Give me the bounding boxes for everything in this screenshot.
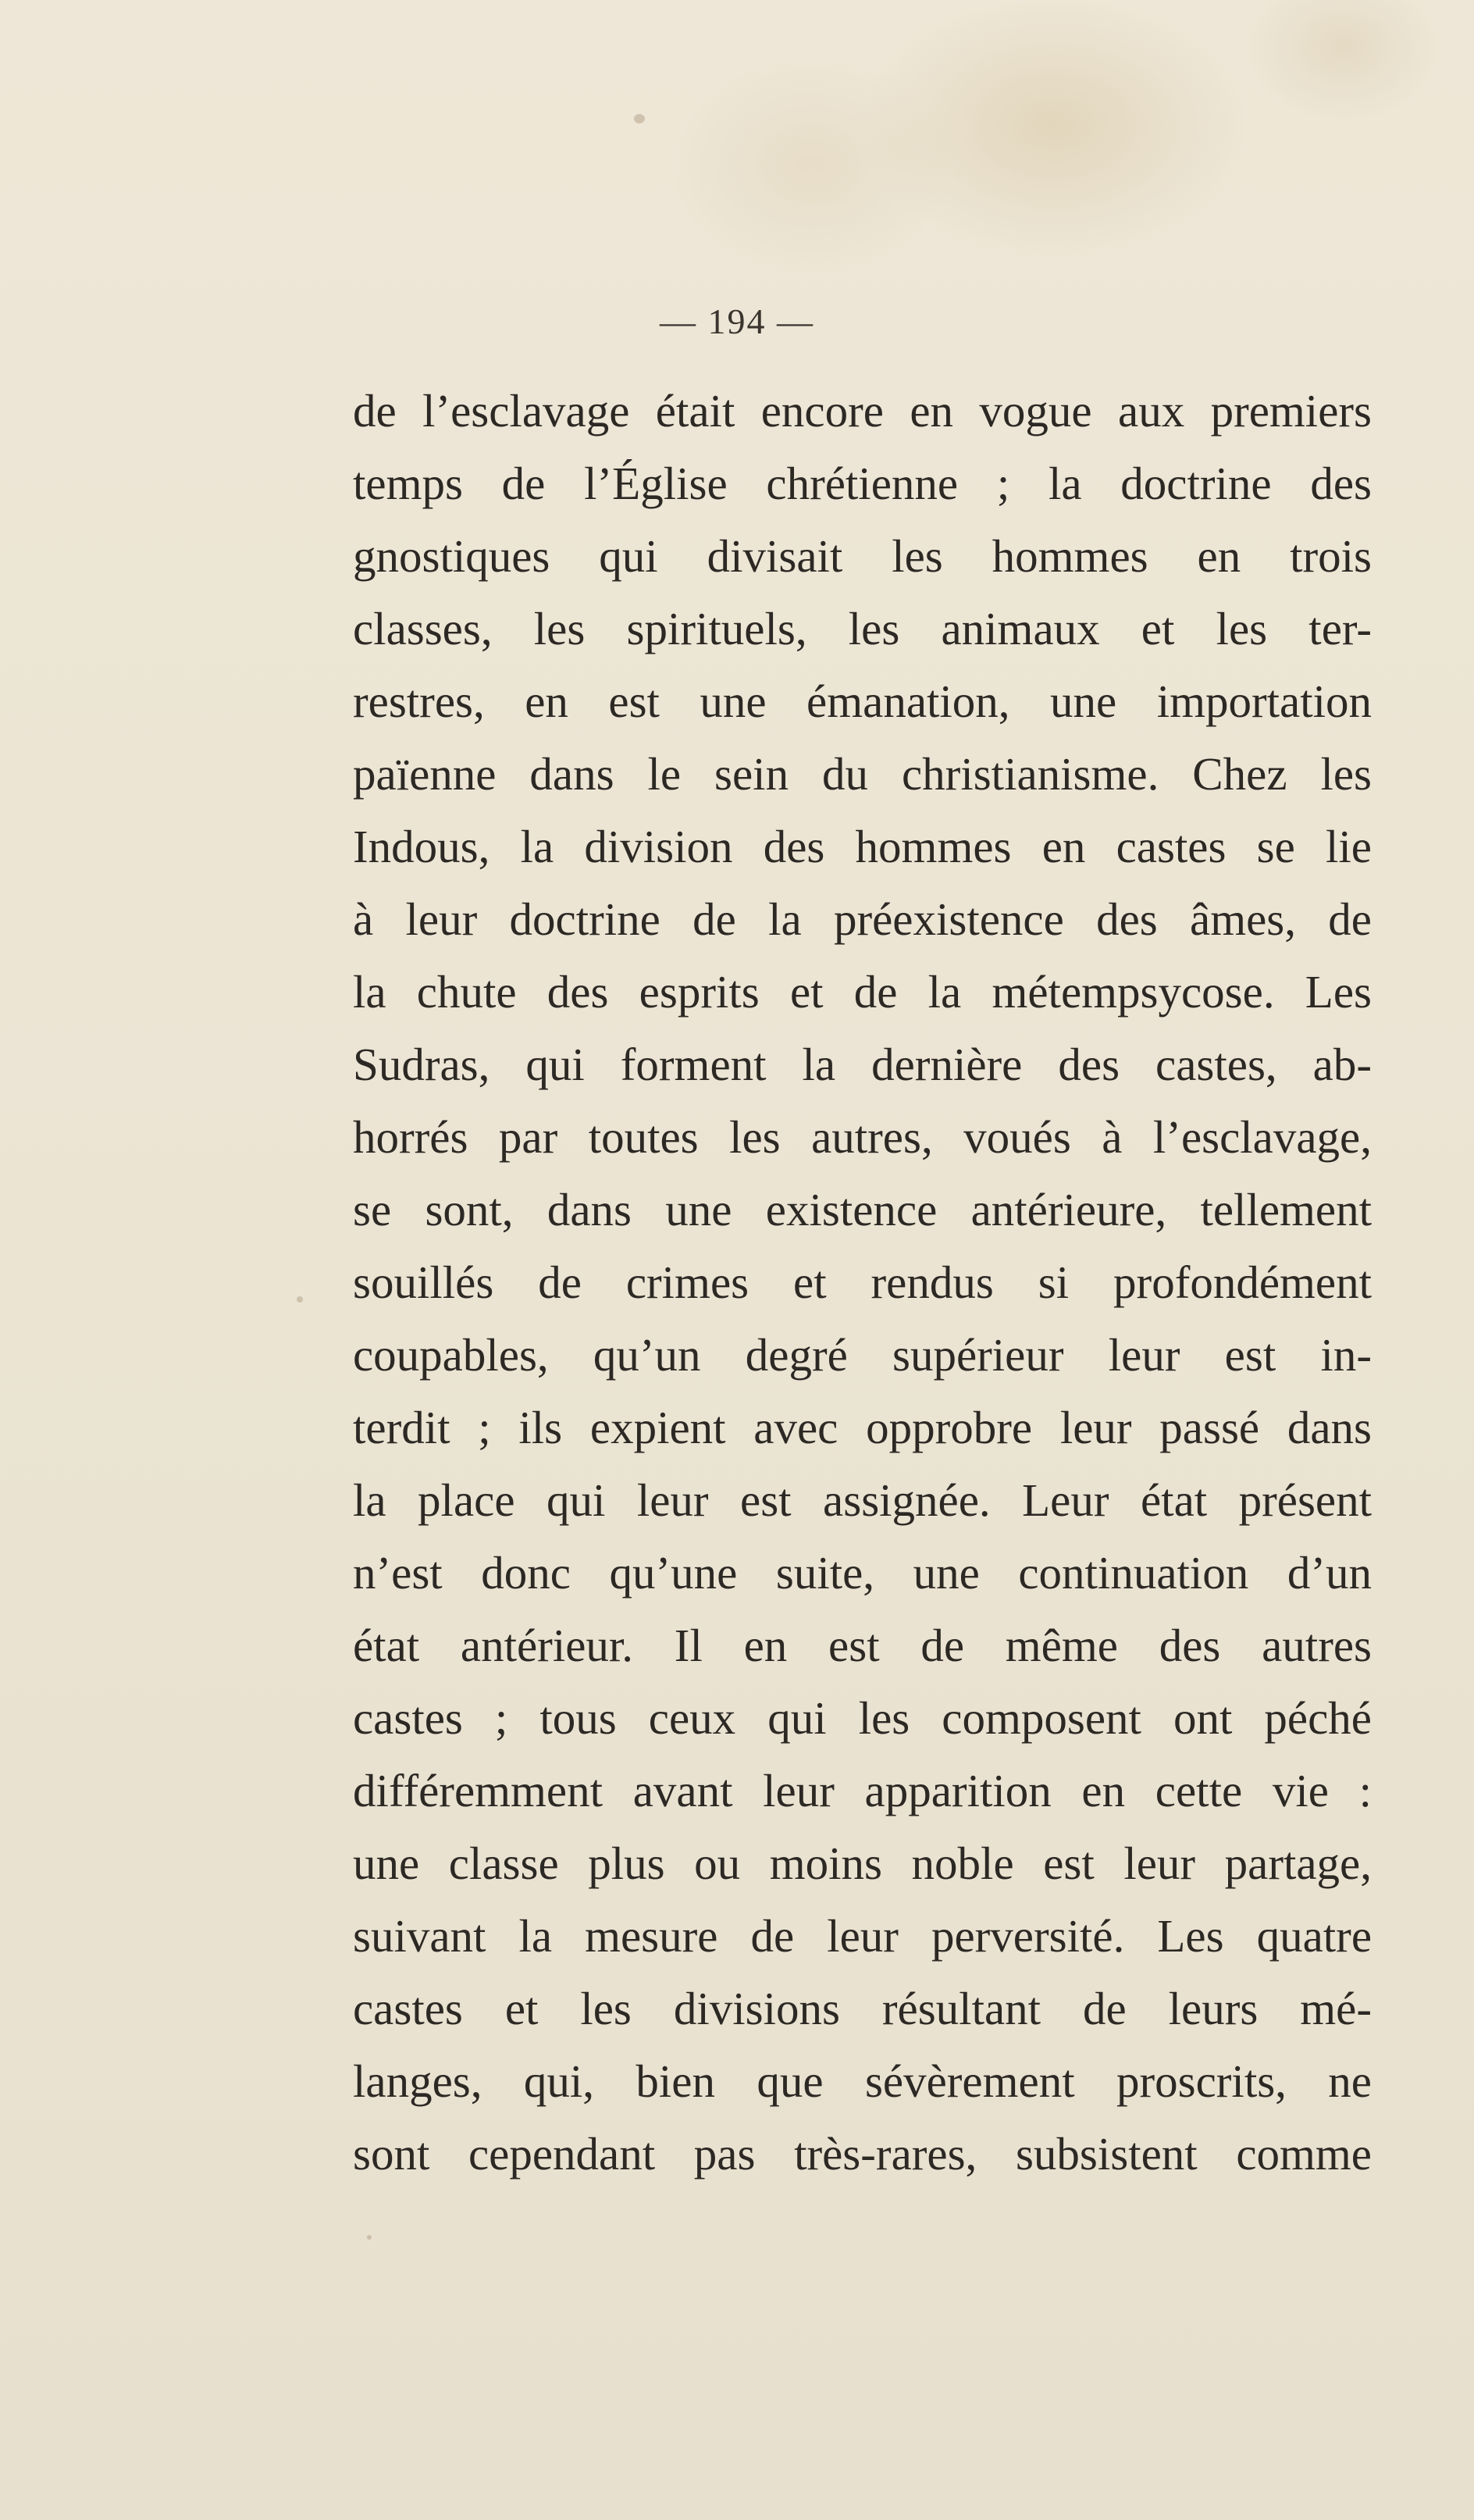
text-line: langes, qui, bien que sévèrement proscrits, ne	[353, 2055, 1372, 2107]
text-line: Indous, la division des hommes en castes se lie	[353, 821, 1372, 872]
text-line: n’est donc qu’une suite, une continuation d’un	[353, 1547, 1372, 1599]
text-line: la place qui leur est assignée. Leur état présent	[353, 1474, 1372, 1526]
paper-speck	[297, 1296, 303, 1303]
text-line: sont cependant pas très-rares, subsistent comme	[353, 2128, 1372, 2180]
text-line: horrés par toutes les autres, voués à l’esclavage,	[353, 1111, 1372, 1163]
text-line: à leur doctrine de la préexistence des âmes, de	[353, 893, 1372, 945]
text-line: castes et les divisions résultant de leurs mé-	[353, 1983, 1372, 2034]
text-line: classes, les spirituels, les animaux et les ter-	[353, 603, 1372, 654]
paper-speck	[367, 2235, 372, 2240]
text-line: castes ; tous ceux qui les composent ont péché	[353, 1692, 1372, 1744]
text-line: Sudras, qui forment la dernière des castes, ab-	[353, 1039, 1372, 1090]
text-line: différemment avant leur apparition en cette vie :	[353, 1765, 1372, 1816]
text-line: souillés de crimes et rendus si profondément	[353, 1256, 1372, 1308]
text-line: état antérieur. Il en est de même des autres	[353, 1620, 1372, 1671]
text-line: une classe plus ou moins noble est leur partage,	[353, 1837, 1372, 1889]
text-line: temps de l’Église chrétienne ; la doctrine des	[353, 458, 1372, 509]
page-number: — 194 —	[660, 301, 814, 341]
text-line: de l’esclavage était encore en vogue aux premiers	[353, 385, 1372, 437]
text-line: restres, en est une émanation, une importation	[353, 675, 1372, 727]
text-line: gnostiques qui divisait les hommes en trois	[353, 530, 1372, 582]
paper-speck	[634, 114, 645, 123]
body-text	[353, 375, 1372, 2190]
text-line: païenne dans le sein du christianisme. Chez les	[353, 748, 1372, 800]
text-line: suivant la mesure de leur perversité. Les quatre	[353, 1910, 1372, 1962]
text-line: se sont, dans une existence antérieure, tellement	[353, 1184, 1372, 1235]
text-line: la chute des esprits et de la métempsycose. Les	[353, 966, 1372, 1018]
text-line: terdit ; ils expient avec opprobre leur passé dans	[353, 1402, 1372, 1453]
text-line: coupables, qu’un degré supérieur leur est in-	[353, 1329, 1372, 1381]
